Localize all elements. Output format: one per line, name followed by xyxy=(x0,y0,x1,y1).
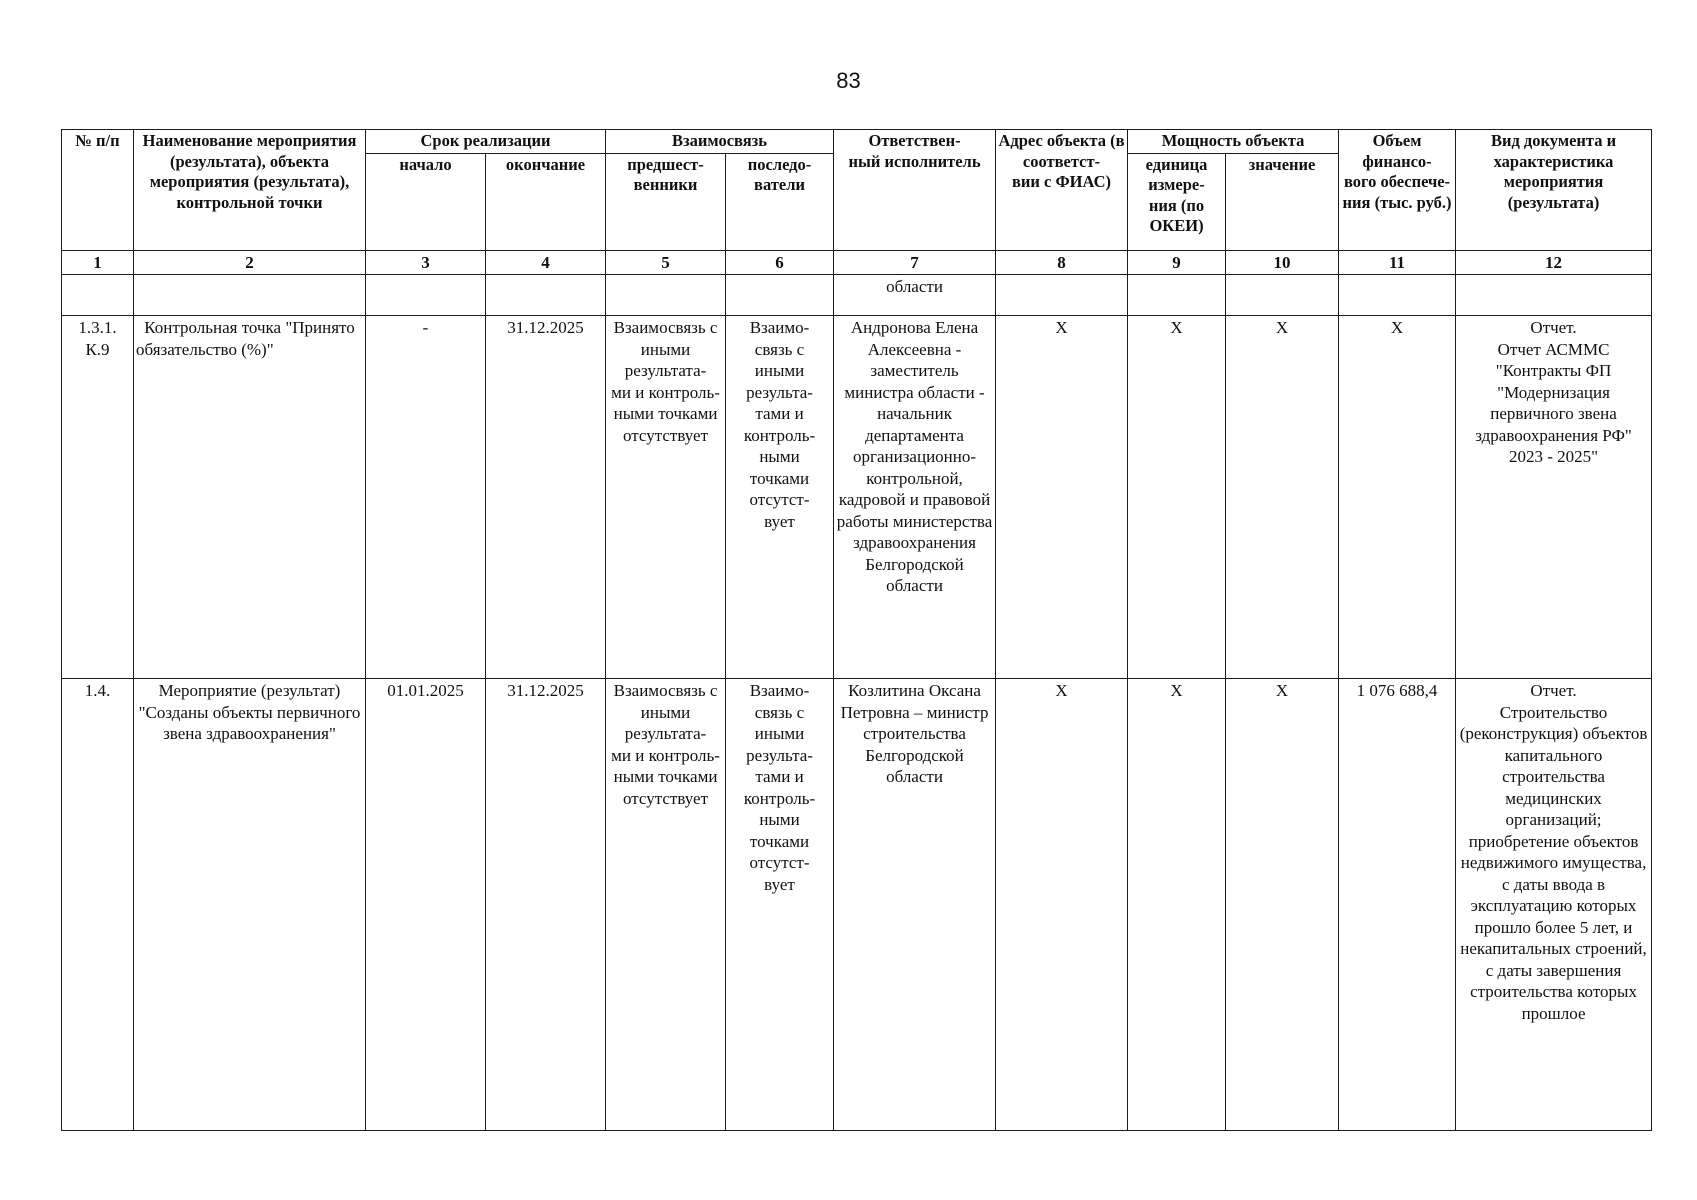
continuation-row xyxy=(62,275,1652,316)
column-number: 6 xyxy=(726,250,834,275)
table-cell xyxy=(366,275,486,316)
row-number: 1.4. xyxy=(62,679,134,1131)
header-number: № п/п xyxy=(62,130,134,251)
header-period-group: Срок реализации xyxy=(366,130,606,154)
header-name: Наименование мероприятия (результата), объекта мероприятия (результата), контрольной точки xyxy=(134,130,366,251)
table-cell xyxy=(1456,275,1652,316)
table-row xyxy=(62,316,1652,679)
header-finance: Объем финансо- вого обеспече- ния (тыс. руб.) xyxy=(1339,130,1456,251)
row-value: X xyxy=(1226,679,1339,1131)
table-cell xyxy=(134,275,366,316)
row-successors: Взаимо- связь с иными результа- тами и контроль- ными точками отсутст- вует xyxy=(726,316,834,679)
column-number: 5 xyxy=(606,250,726,275)
page-number: 83 xyxy=(836,68,861,93)
header-doc-type: Вид документа и характеристика мероприятия (результата) xyxy=(1456,130,1652,251)
table-cell xyxy=(726,275,834,316)
row-responsible: Козлитина Оксана Петровна – министр строительства Белгородской области xyxy=(834,679,996,1131)
row-value: X xyxy=(1226,316,1339,679)
header-capacity-group: Мощность объекта xyxy=(1128,130,1339,154)
row-finance: 1 076 688,4 xyxy=(1339,679,1456,1131)
table-cell xyxy=(1128,275,1226,316)
plan-table xyxy=(61,129,1652,1131)
column-number: 7 xyxy=(834,250,996,275)
column-number: 12 xyxy=(1456,250,1652,275)
column-number: 1 xyxy=(62,250,134,275)
row-name: Мероприятие (результат) "Созданы объекты первичного звена здравоохранения" xyxy=(134,679,366,1131)
row-doc-type: Отчет. Строительство (реконструкция) объектов капитального строительства медицинских организаций; приобретение объектов недвижимого имущества, с даты ввода в эксплуатацию которых прошло более 5 лет, и некапитальных строений, с даты завершения строительства которых прошлое xyxy=(1456,679,1652,1131)
header-row-top xyxy=(62,130,1652,154)
row-predecessors: Взаимосвязь с иными результата- ми и контроль- ными точками отсутствует xyxy=(606,316,726,679)
row-predecessors: Взаимосвязь с иными результата- ми и контроль- ными точками отсутствует xyxy=(606,679,726,1131)
table-cell xyxy=(1339,275,1456,316)
column-number: 2 xyxy=(134,250,366,275)
row-end: 31.12.2025 xyxy=(486,316,606,679)
row-address: X xyxy=(996,316,1128,679)
row-responsible: Андронова Елена Алексеевна - заместитель министра области - начальник департамента организационно- контрольной, кадровой и правовой работы министерства здравоохранения Белгородской области xyxy=(834,316,996,679)
header-responsible: Ответствен- ный исполнитель xyxy=(834,130,996,251)
table-cell xyxy=(486,275,606,316)
table-cell xyxy=(1226,275,1339,316)
header-address: Адрес объекта (в соответст- вии с ФИАС) xyxy=(996,130,1128,251)
header-successors: последо- ватели xyxy=(726,153,834,250)
row-address: X xyxy=(996,679,1128,1131)
column-number: 8 xyxy=(996,250,1128,275)
header-unit: единица измере- ния (по ОКЕИ) xyxy=(1128,153,1226,250)
row-unit: X xyxy=(1128,679,1226,1131)
table-cell xyxy=(996,275,1128,316)
row-name: Контрольная точка "Принято обязательство (%)" xyxy=(134,316,366,679)
row-start: 01.01.2025 xyxy=(366,679,486,1131)
column-number: 11 xyxy=(1339,250,1456,275)
row-doc-type: Отчет. Отчет АСММС "Контракты ФП "Модернизация первичного звена здравоохранения РФ" 2023 - 2025" xyxy=(1456,316,1652,679)
row-end: 31.12.2025 xyxy=(486,679,606,1131)
column-number: 10 xyxy=(1226,250,1339,275)
header-predecessors: предшест- венники xyxy=(606,153,726,250)
column-number: 3 xyxy=(366,250,486,275)
column-number: 9 xyxy=(1128,250,1226,275)
header-end: окончание xyxy=(486,153,606,250)
table-cell xyxy=(606,275,726,316)
table-row xyxy=(62,679,1652,1131)
table-cell xyxy=(62,275,134,316)
row-unit: X xyxy=(1128,316,1226,679)
column-number: 4 xyxy=(486,250,606,275)
row-finance: X xyxy=(1339,316,1456,679)
continuation-responsible: области xyxy=(834,275,996,316)
column-number-row xyxy=(62,250,1652,275)
row-number: 1.3.1. К.9 xyxy=(62,316,134,679)
header-relation-group: Взаимосвязь xyxy=(606,130,834,154)
row-start: - xyxy=(366,316,486,679)
header-value: значение xyxy=(1226,153,1339,250)
header-start: начало xyxy=(366,153,486,250)
row-successors: Взаимо- связь с иными результа- тами и контроль- ными точками отсутст- вует xyxy=(726,679,834,1131)
